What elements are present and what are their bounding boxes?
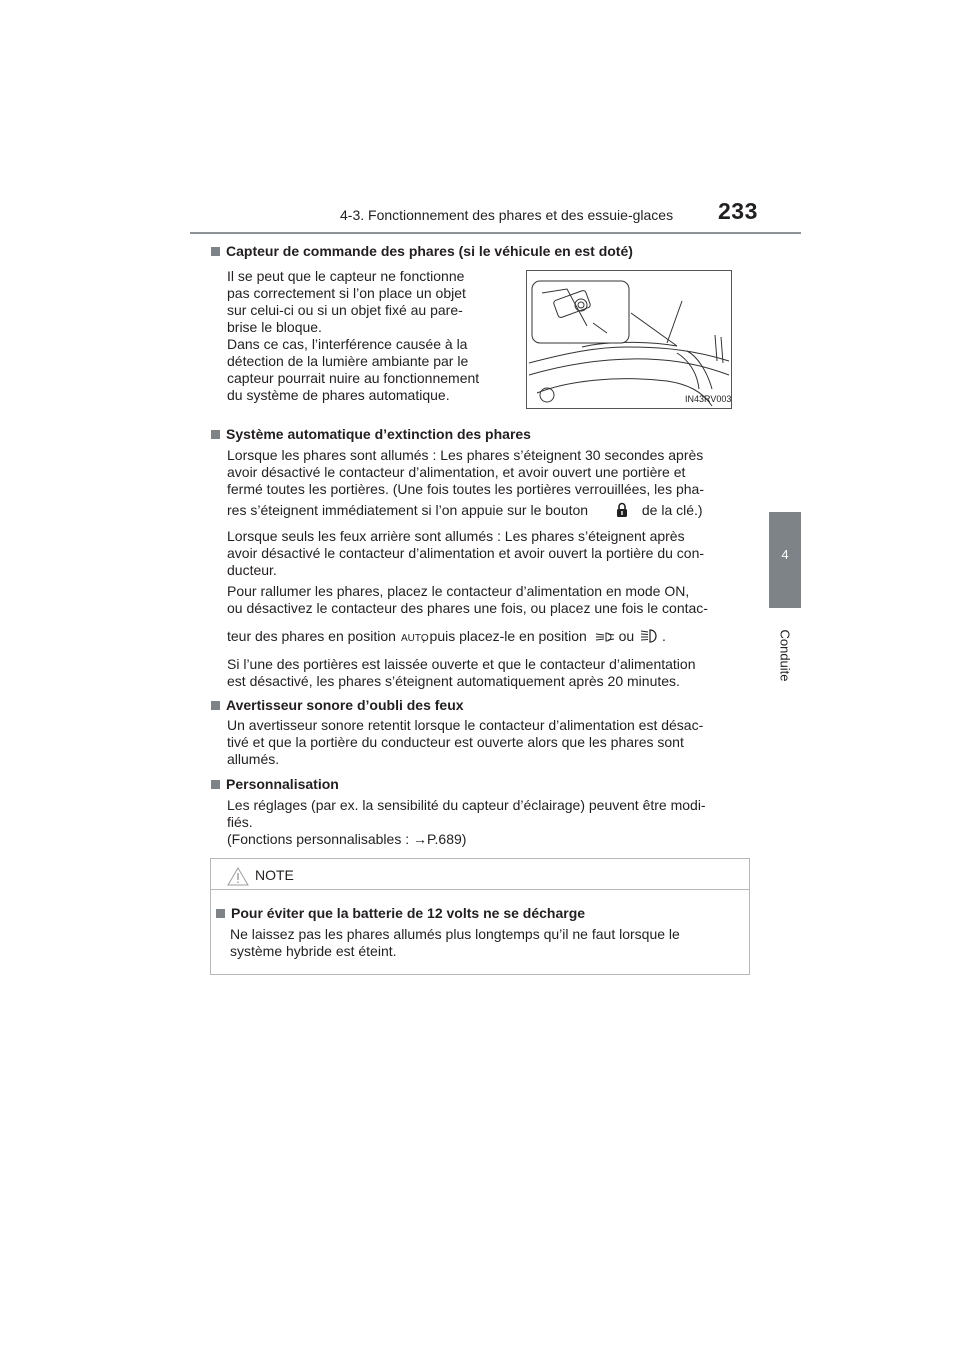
section-heading-sensor: Capteur de commande des phares (si le véhicule en est doté) xyxy=(211,243,633,259)
chapter-label: Conduite xyxy=(777,629,793,682)
dashboard-sensor-drawing xyxy=(527,271,731,408)
chapter-number: 4 xyxy=(781,547,789,562)
note-box xyxy=(210,858,750,975)
auto-off-paragraph-2: Lorsque seuls les feux arrière sont allumés : Les phares s’éteignent après avoir désactivé le contacteur d’alimentation et avoir ouvert la portière du con- ducteur. xyxy=(227,528,705,578)
square-bullet-icon xyxy=(211,430,220,439)
headlight-icon xyxy=(640,628,662,647)
buzzer-text: Un avertisseur sonore retentit lorsque le contacteur d’alimentation est désac- tivé et que la portière du conducteur est ouverte alors que les phares sont allumés. xyxy=(227,717,704,767)
section-heading-auto-off: Système automatique d’extinction des phares xyxy=(211,426,531,442)
auto-headlight-icon xyxy=(400,630,429,646)
section-heading-buzzer: Avertisseur sonore d’oubli des feux xyxy=(211,697,464,713)
customization-text: Les réglages (par ex. la sensibilité du capteur d’éclairage) peuvent être modi- fiés. (Fonctions personnalisables : →P.689) xyxy=(227,797,744,848)
auto-off-lock-line: res s’éteignent immédiatement si l’on appuie sur le bouton de la clé.) xyxy=(227,502,703,521)
lock-button-icon xyxy=(616,502,628,521)
note-text: Ne laissez pas les phares allumés plus longtemps qu’il ne faut lorsque le système hybride est éteint. xyxy=(230,926,680,959)
section-heading-customization: Personnalisation xyxy=(211,776,339,792)
header-section-title: 4-3. Fonctionnement des phares et des essuie-glaces xyxy=(340,207,674,223)
square-bullet-icon xyxy=(211,247,220,256)
auto-off-paragraph-4: Si l’une des portières est laissée ouverte et que le contacteur d’alimentation est désactivé, les phares s’éteignent automatiquement après 20 minutes. xyxy=(227,656,696,689)
note-divider xyxy=(211,889,749,890)
warning-triangle-icon xyxy=(227,867,249,891)
customization-reference: (Fonctions personnalisables : →P.689) xyxy=(227,831,467,847)
sensor-illustration xyxy=(526,270,732,409)
header-rule xyxy=(190,232,801,234)
auto-off-paragraph-1: Lorsque les phares sont allumés : Les phares s’éteignent 30 secondes après avoir désactivé le contacteur d’alimentation, et avoir ouvert une portière et fermé toutes les portières. (Une fois toutes les portières verrouillées, les pha- xyxy=(227,447,704,497)
sensor-text: Il se peut que le capteur ne fonctionne pas correctement si l’on place un objet sur celui-ci ou si un objet fixé au pare- brise le bloque. Dans ce cas, l’interférence causée à la détection de la lumière ambiante par le capteur pourrait nuire au fonctionnement du système de phares automatique. xyxy=(227,268,480,403)
svg-text:AUTO: AUTO xyxy=(400,632,429,644)
square-bullet-icon xyxy=(216,909,225,918)
low-beam-icon xyxy=(595,630,615,646)
auto-off-switch-line: teur des phares en position AUTO , puis placez-le en position ou . xyxy=(227,628,666,647)
page-number: 233 xyxy=(718,198,758,224)
figure-code: IN43RV003 xyxy=(685,394,732,404)
note-label: NOTE xyxy=(255,867,294,883)
auto-off-paragraph-3: Pour rallumer les phares, placez le contacteur d’alimentation en mode ON, ou désactivez le contacteur des phares une fois, ou placez une fois le contac- xyxy=(227,583,708,616)
square-bullet-icon xyxy=(211,701,220,710)
square-bullet-icon xyxy=(211,780,220,789)
note-heading: Pour éviter que la batterie de 12 volts ne se décharge xyxy=(216,905,585,921)
